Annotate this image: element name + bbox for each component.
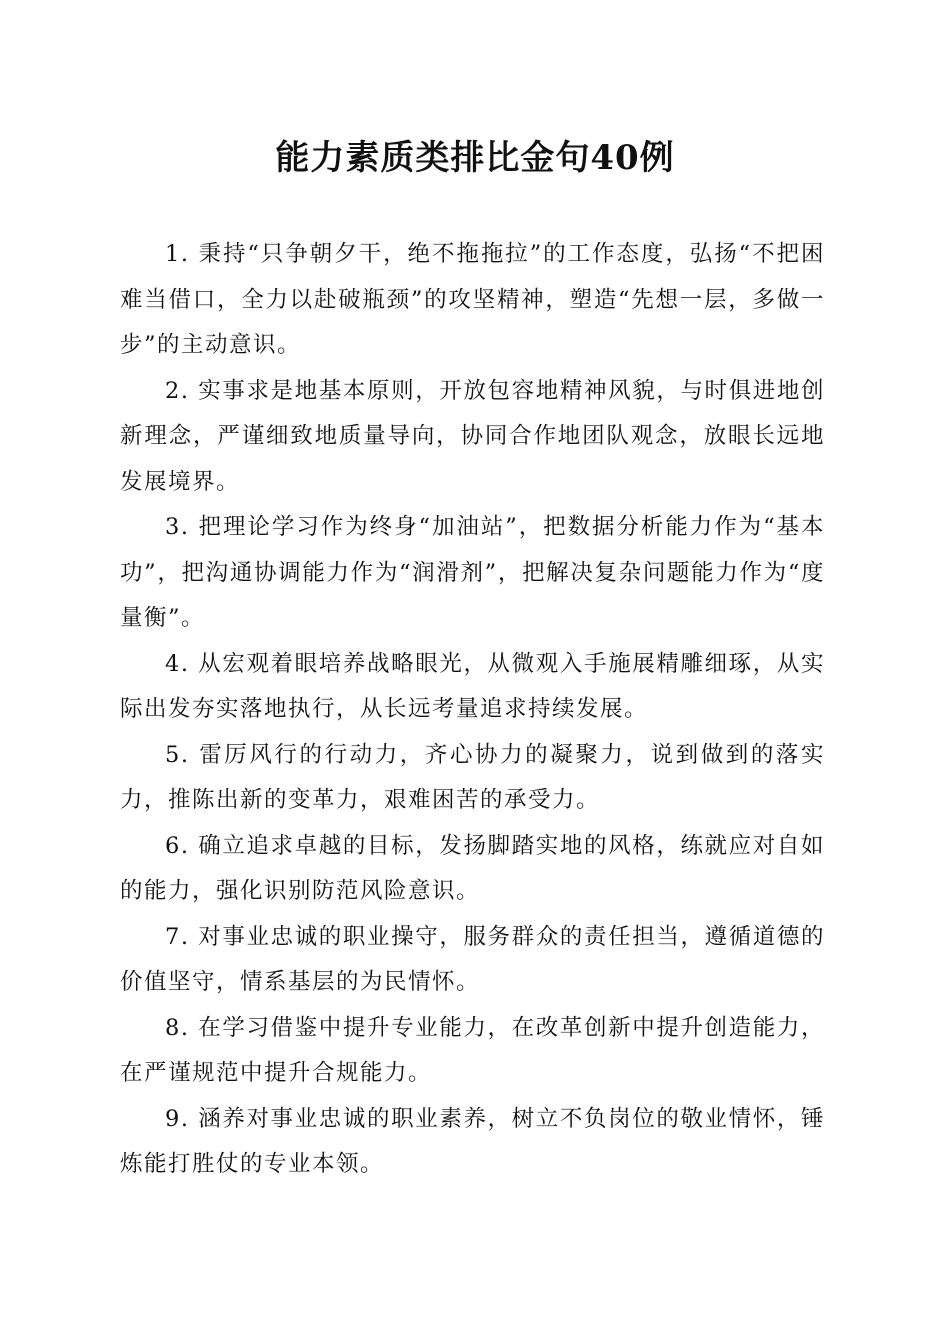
paragraph-5: 5. 雷厉风行的行动力，齐心协力的凝聚力，说到做到的落实力，推陈出新的变革力，艰难困苦的承受力。	[120, 741, 825, 813]
paragraph-7: 7. 对事业忠诚的职业操守，服务群众的责任担当，遵循道德的价值坚守，情系基层的为民情怀。	[120, 923, 825, 995]
document-title: 能力素质类排比金句40例	[275, 138, 675, 178]
paragraph-9: 9. 涵养对事业忠诚的职业素养，树立不负岗位的敬业情怀，锤炼能打胜仗的专业本领。	[120, 1105, 825, 1177]
paragraph-4: 4. 从宏观着眼培养战略眼光，从微观入手施展精雕细琢，从实际出发夯实落地执行，从长远考量追求持续发展。	[120, 650, 825, 722]
paragraph-1: 1. 秉持“只争朝夕干，绝不拖拖拉”的工作态度，弘扬“不把困难当借口，全力以赴破瓶颈”的攻坚精神，塑造“先想一层，多做一步”的主动意识。	[120, 241, 825, 358]
paragraph-3: 3. 把理论学习作为终身“加油站”，把数据分析能力作为“基本功”，把沟通协调能力作为“润滑剂”，把解决复杂问题能力作为“度量衡”。	[120, 514, 825, 631]
paragraph-6: 6. 确立追求卓越的目标，发扬脚踏实地的风格，练就应对自如的能力，强化识别防范风险意识。	[120, 832, 825, 904]
document-body	[120, 232, 825, 1188]
paragraph-2: 2. 实事求是地基本原则，开放包容地精神风貌，与时俱进地创新理念，严谨细致地质量导向，协同合作地团队观念，放眼长远地发展境界。	[120, 377, 825, 495]
paragraph-8: 8. 在学习借鉴中提升专业能力，在改革创新中提升创造能力，在严谨规范中提升合规能力。	[120, 1014, 825, 1086]
